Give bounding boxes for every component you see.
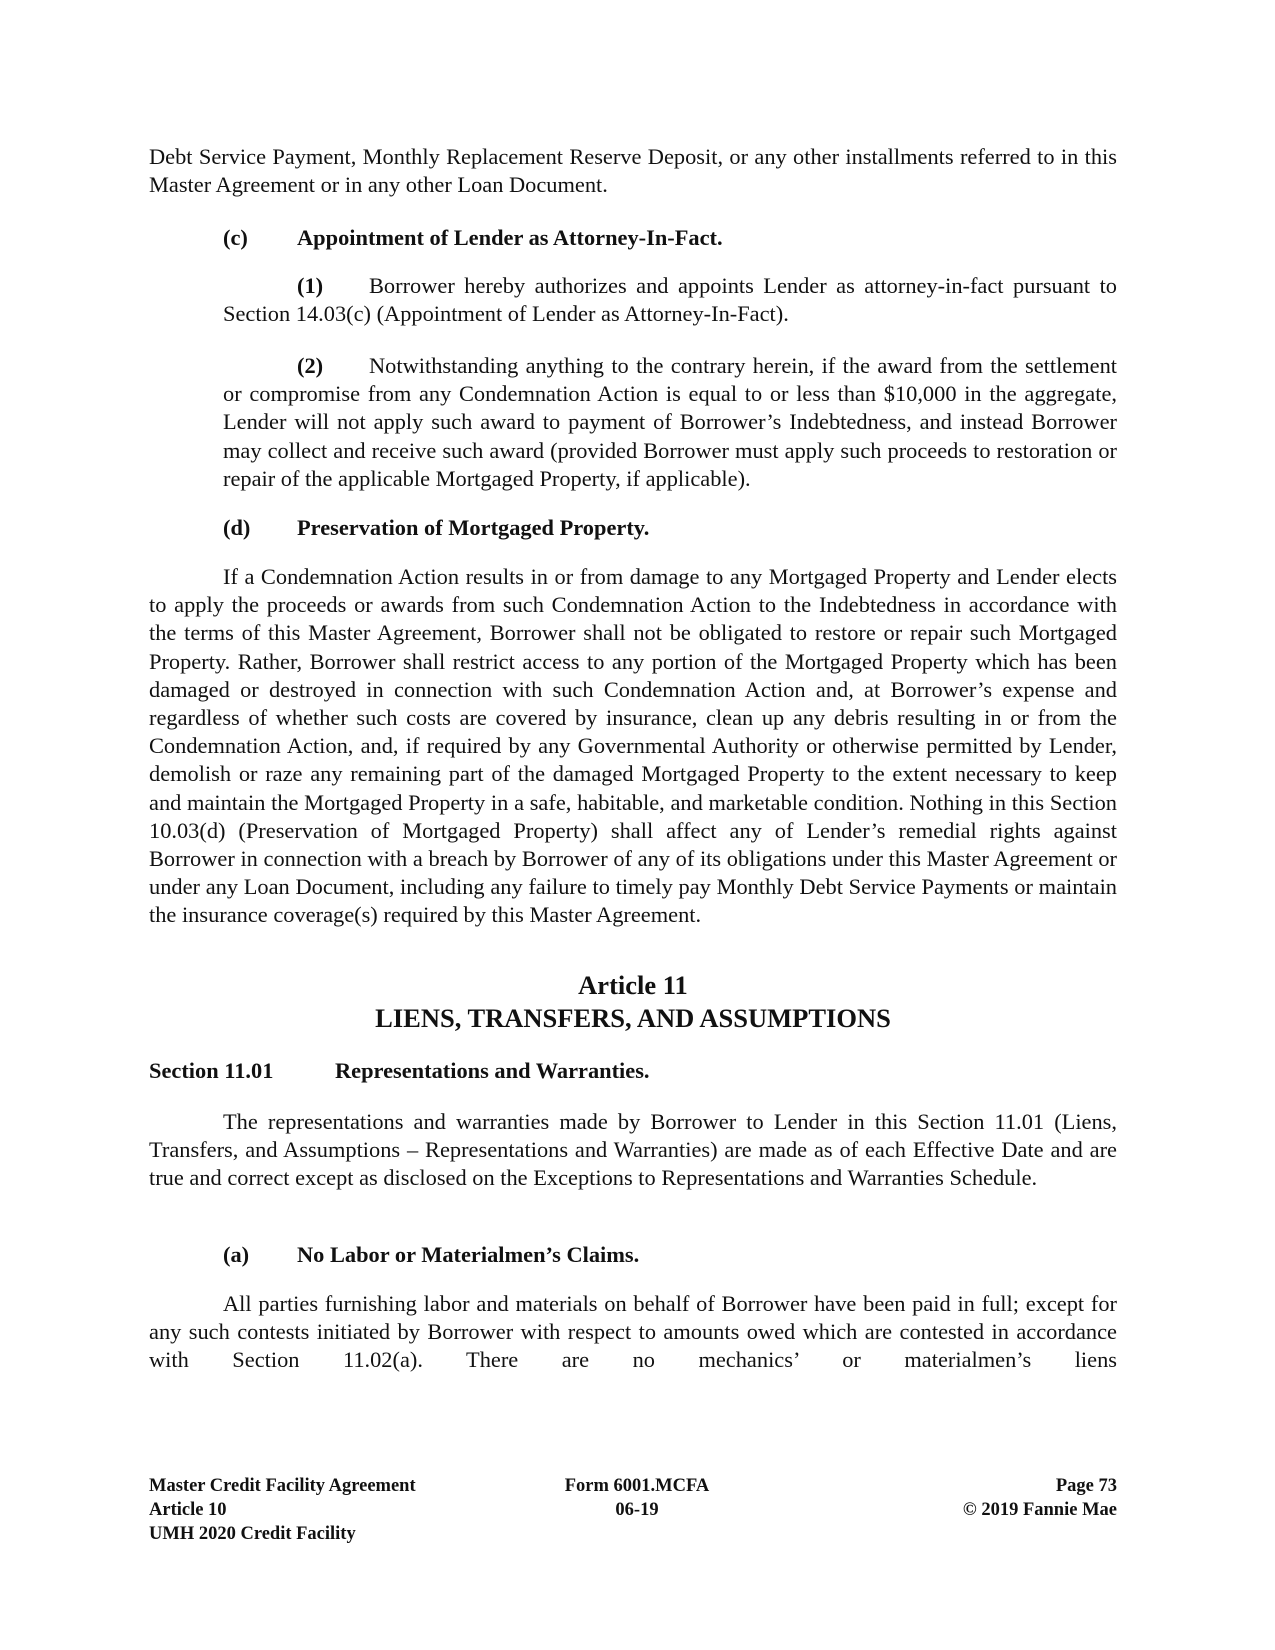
footer-left bbox=[149, 1474, 416, 1546]
continuation-paragraph: Debt Service Payment, Monthly Replacement Reserve Deposit, or any other installments referred to in this Master Agreement or in any other Loan Document. bbox=[149, 144, 1117, 198]
footer-form-date: 06-19 bbox=[615, 1500, 659, 1520]
subsection-c1-paragraph bbox=[223, 272, 1117, 328]
section-1101-label: Section 11.01 bbox=[149, 1058, 274, 1083]
subsection-c2-text: Notwithstanding anything to the contrary herein, if the award from the settlement or compromise from any Condemnation Action is equal to or less than $10,000 in the aggregate, Lender will not apply such award to payment of Borrower’s Indebtedness, and instead Borrower may collect and receive such award (provided Borrower must apply such proceeds to restoration or repair of the applicable Mortgaged Property, if applicable). bbox=[223, 353, 1117, 491]
article-number: Article 11 bbox=[578, 970, 688, 1000]
footer-center bbox=[537, 1474, 737, 1522]
footer-right bbox=[917, 1474, 1117, 1522]
subsection-c-label: (c) bbox=[223, 225, 248, 250]
subsection-a-title: No Labor or Materialmen’s Claims. bbox=[297, 1242, 640, 1267]
footer-form-number: Form 6001.MCFA bbox=[564, 1476, 710, 1496]
subsection-a-heading bbox=[223, 1241, 639, 1269]
subsection-d-paragraph: If a Condemnation Action results in or from damage to any Mortgaged Property and Lender elects to apply the proceeds or awards from such Condemnation Action to the Indebtedness in accordance with the terms of this Master Agreement, Borrower shall not be obligated to restore or repair such Mortgaged Property. Rather, Borrower shall restrict access to any portion of the Mortgaged Property which has been damaged or destroyed in connection with such Condemnation Action and, at Borrower’s expense and regardless of whether such costs are covered by insurance, clean up any debris resulting in or from the Condemnation Action, and, if required by any Governmental Authority or otherwise permitted by Lender, demolish or raze any remaining part of the damaged Mortgaged Property to the extent necessary to keep and maintain the Mortgaged Property in a safe, habitable, and marketable condition. Nothing in this Section 10.03(d) (Preservation of Mortgaged Property) shall affect any of Lender’s remedial rights against Borrower in connection with a breach by Borrower of any of its obligations under this Master Agreement or under any Loan Document, including any failure to timely pay Monthly Debt Service Payments or maintain the insurance coverage(s) required by this Master Agreement. bbox=[149, 564, 1117, 928]
subsection-d-title: Preservation of Mortgaged Property. bbox=[297, 515, 650, 540]
subsection-c-title: Appointment of Lender as Attorney-In-Fact. bbox=[297, 225, 723, 250]
subsection-a-label: (a) bbox=[223, 1242, 250, 1267]
subsection-c2-label: (2) bbox=[297, 353, 324, 378]
footer-copyright: © 2019 Fannie Mae bbox=[962, 1500, 1117, 1520]
footer-agreement-name: Master Credit Facility Agreement bbox=[149, 1476, 416, 1496]
footer-page-number: Page 73 bbox=[1055, 1476, 1117, 1496]
article-title: LIENS, TRANSFERS, AND ASSUMPTIONS bbox=[375, 1003, 891, 1033]
subsection-a-paragraph: All parties furnishing labor and materials on behalf of Borrower have been paid in full; except for any such contests initiated by Borrower with respect to amounts owed which are contested in accordance with Section 11.02(a). There are no mechanics’ or materialmen’s liens bbox=[149, 1291, 1117, 1373]
subsection-d-label: (d) bbox=[223, 515, 251, 540]
subsection-c1-text: Borrower hereby authorizes and appoints Lender as attorney-in-fact pursuant to Section 14.03(c) (Appointment of Lender as Attorney-In-Fact). bbox=[223, 273, 1117, 327]
section-1101-heading bbox=[149, 1057, 650, 1085]
section-1101-paragraph: The representations and warranties made by Borrower to Lender in this Section 11.01 (Liens, Transfers, and Assumptions – Representations and Warranties) are made as of each Effective Date and are true and correct except as disclosed on the Exceptions to Representations and Warranties Schedule. bbox=[149, 1109, 1117, 1191]
subsection-d-heading bbox=[223, 514, 649, 542]
section-1101-title: Representations and Warranties. bbox=[335, 1058, 650, 1083]
footer-article: Article 10 bbox=[149, 1500, 227, 1520]
subsection-c-heading bbox=[223, 224, 723, 252]
subsection-c2-paragraph bbox=[223, 352, 1117, 493]
footer-facility-name: UMH 2020 Credit Facility bbox=[149, 1524, 356, 1544]
subsection-c1-label: (1) bbox=[297, 273, 324, 298]
